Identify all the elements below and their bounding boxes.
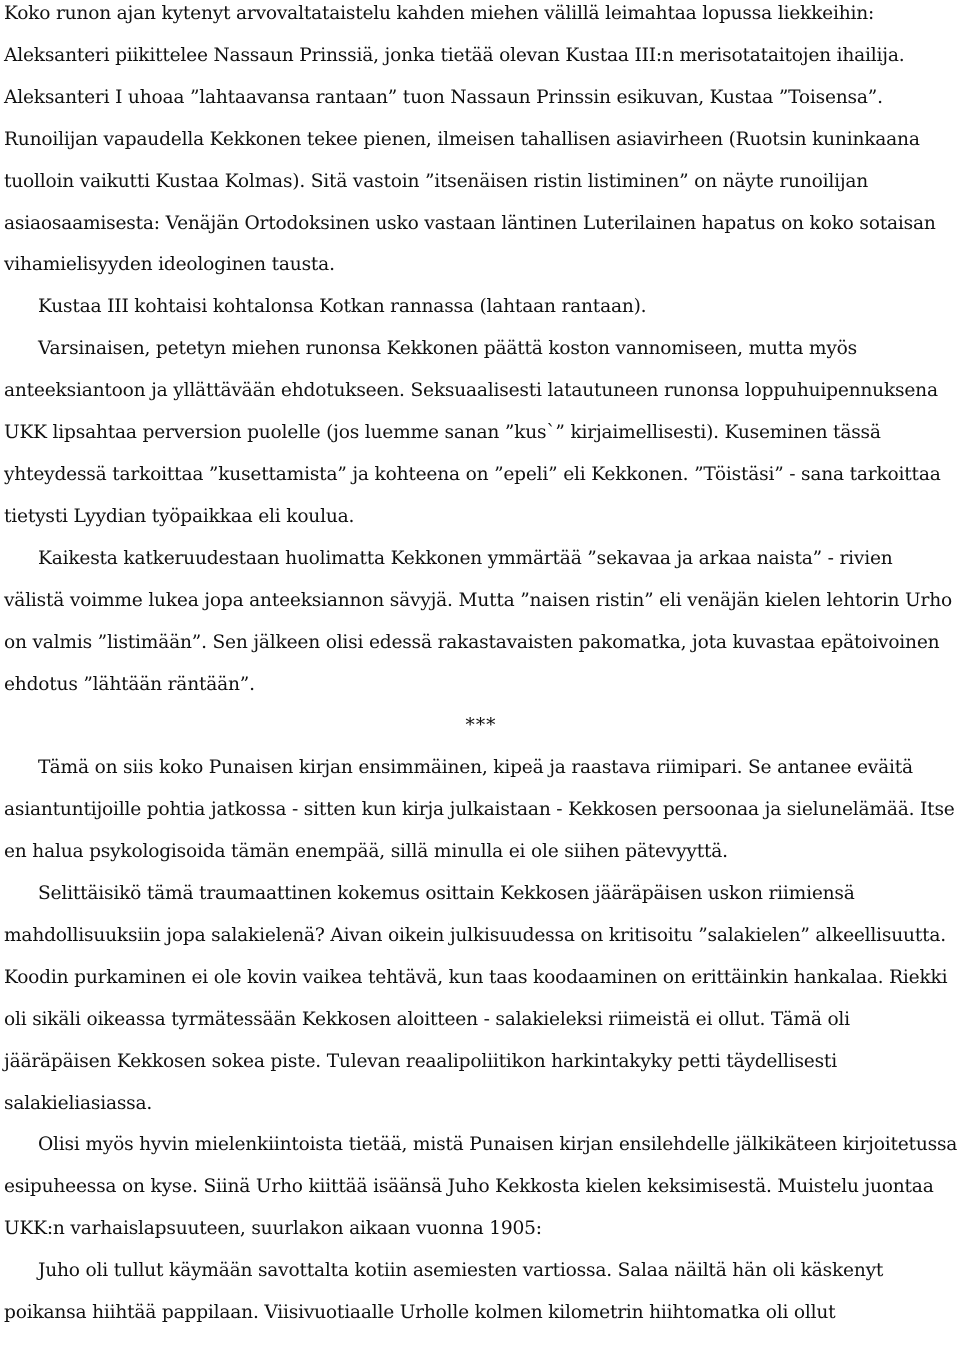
paragraph-preface: Olisi myös hyvin mielenkiintoista tietää, mistä Punaisen kirjan ensilehdelle jälkikäteen kirjoitetussa esipuheessa on kyse. Siinä Urho kiittää isäänsä Juho Kekkosta kielen keksimisestä. Muistelu juontaa UKK:n varhaislapsuuteen, suurlakon aikaan vuonna 1905: bbox=[4, 1134, 958, 1240]
paragraph-kotka-shore: Kustaa III kohtaisi kohtalonsa Kotkan rannassa (lahtaan rantaan). bbox=[38, 296, 647, 318]
document-body bbox=[4, 0, 958, 1334]
paragraph-secret-language: Selittäisikö tämä traumaattinen kokemus osittain Kekkosen jääräpäisen uskon riimiensä mahdollisuuksiin jopa salakielenä? Aivan oikein julkisuudessa on kritisoitu ”salakielen” alkeellisuutta. Koodin purkaminen ei ole kovin vaikea tehtävä, kun taas koodaaminen on erittäinkin hankalaa. Riekki oli sikäli oikeassa tyrmätessään Kekkosen aloitteen - salakieleksi riimeistä ei ollut. Tämä oli jääräpäisen Kekkosen sokea piste. Tulevan reaalipoliitikon harkintakyky petti täydellisesti salakieliasiassa. bbox=[4, 883, 948, 1114]
paragraph-bitterness: Kaikesta katkeruudestaan huolimatta Kekkonen ymmärtää ”sekavaa ja arkaa naista” - rivien välistä voimme lukea jopa anteeksiannon sävyjä. Mutta ”naisen ristin” eli venäjän kielen lehtorin Urho on valmis ”listimään”. Sen jälkeen olisi edessä rakastavaisten pakomatka, jota kuvastaa epätoivoinen ehdotus ”lähtään räntään”. bbox=[4, 547, 952, 695]
section-separator: *** bbox=[465, 715, 497, 737]
paragraph-kustaa-rivalry: Koko runon ajan kytenyt arvovaltataistelu kahden miehen välillä leimahtaa lopussa liekkeihin: Aleksanteri piikittelee Nassaun Prinssiä, jonka tietää olevan Kustaa III:n merisotataitojen ihailija. Aleksanteri I uhoaa ”lahtaavansa rantaan” tuon Nassaun Prinssin esikuvan, Kustaa ”Toisensa”. Runoilijan vapaudella Kekkonen tekee pienen, ilmeisen tahallisen asiavirheen (Ruotsin kuninkaana tuolloin vaikutti Kustaa Kolmas). Sitä vastoin ”itsenäisen ristin listiminen” on näyte runoilijan asiaosaamisesta: Venäjän Ortodoksinen usko vastaan läntinen Luterilainen hapatus on koko sotaisan vihamielisyyden ideologinen tausta. bbox=[4, 3, 936, 276]
paragraph-red-book: Tämä on siis koko Punaisen kirjan ensimmäinen, kipeä ja raastava riimipari. Se antanee eväitä asiantuntijoille pohtia jatkossa - sitten kun kirja julkaistaan - Kekkosen persoonaa ja sielunelämää. Itse en halua psykologisoida tämän enempää, sillä minulla ei ole siihen pätevyyttä. bbox=[4, 757, 955, 863]
paragraph-father-juho: Juho oli tullut käymään savottalta kotiin asemiesten vartiossa. Salaa näiltä hän oli käskenyt poikansa hiihtää pappilaan. Viisivuotiaalle Urholle kolmen kilometrin hiihtomatka oli ollut bbox=[4, 1260, 884, 1324]
paragraph-revenge-poem: Varsinaisen, petetyn miehen runonsa Kekkonen päättä koston vannomiseen, mutta myös anteeksiantoon ja yllättävään ehdotukseen. Seksuaalisesti latautuneen runonsa loppuhuipennuksena UKK lipsahtaa perversion puolelle (jos luemme sanan ”kus`” kirjaimellisesti). Kuseminen tässä yhteydessä tarkoittaa ”kusettamista” ja kohteena on ”epeli” eli Kekkonen. ”Töistäsi” - sana tarkoittaa tietysti Lyydian työpaikkaa eli koulua. bbox=[4, 338, 941, 527]
